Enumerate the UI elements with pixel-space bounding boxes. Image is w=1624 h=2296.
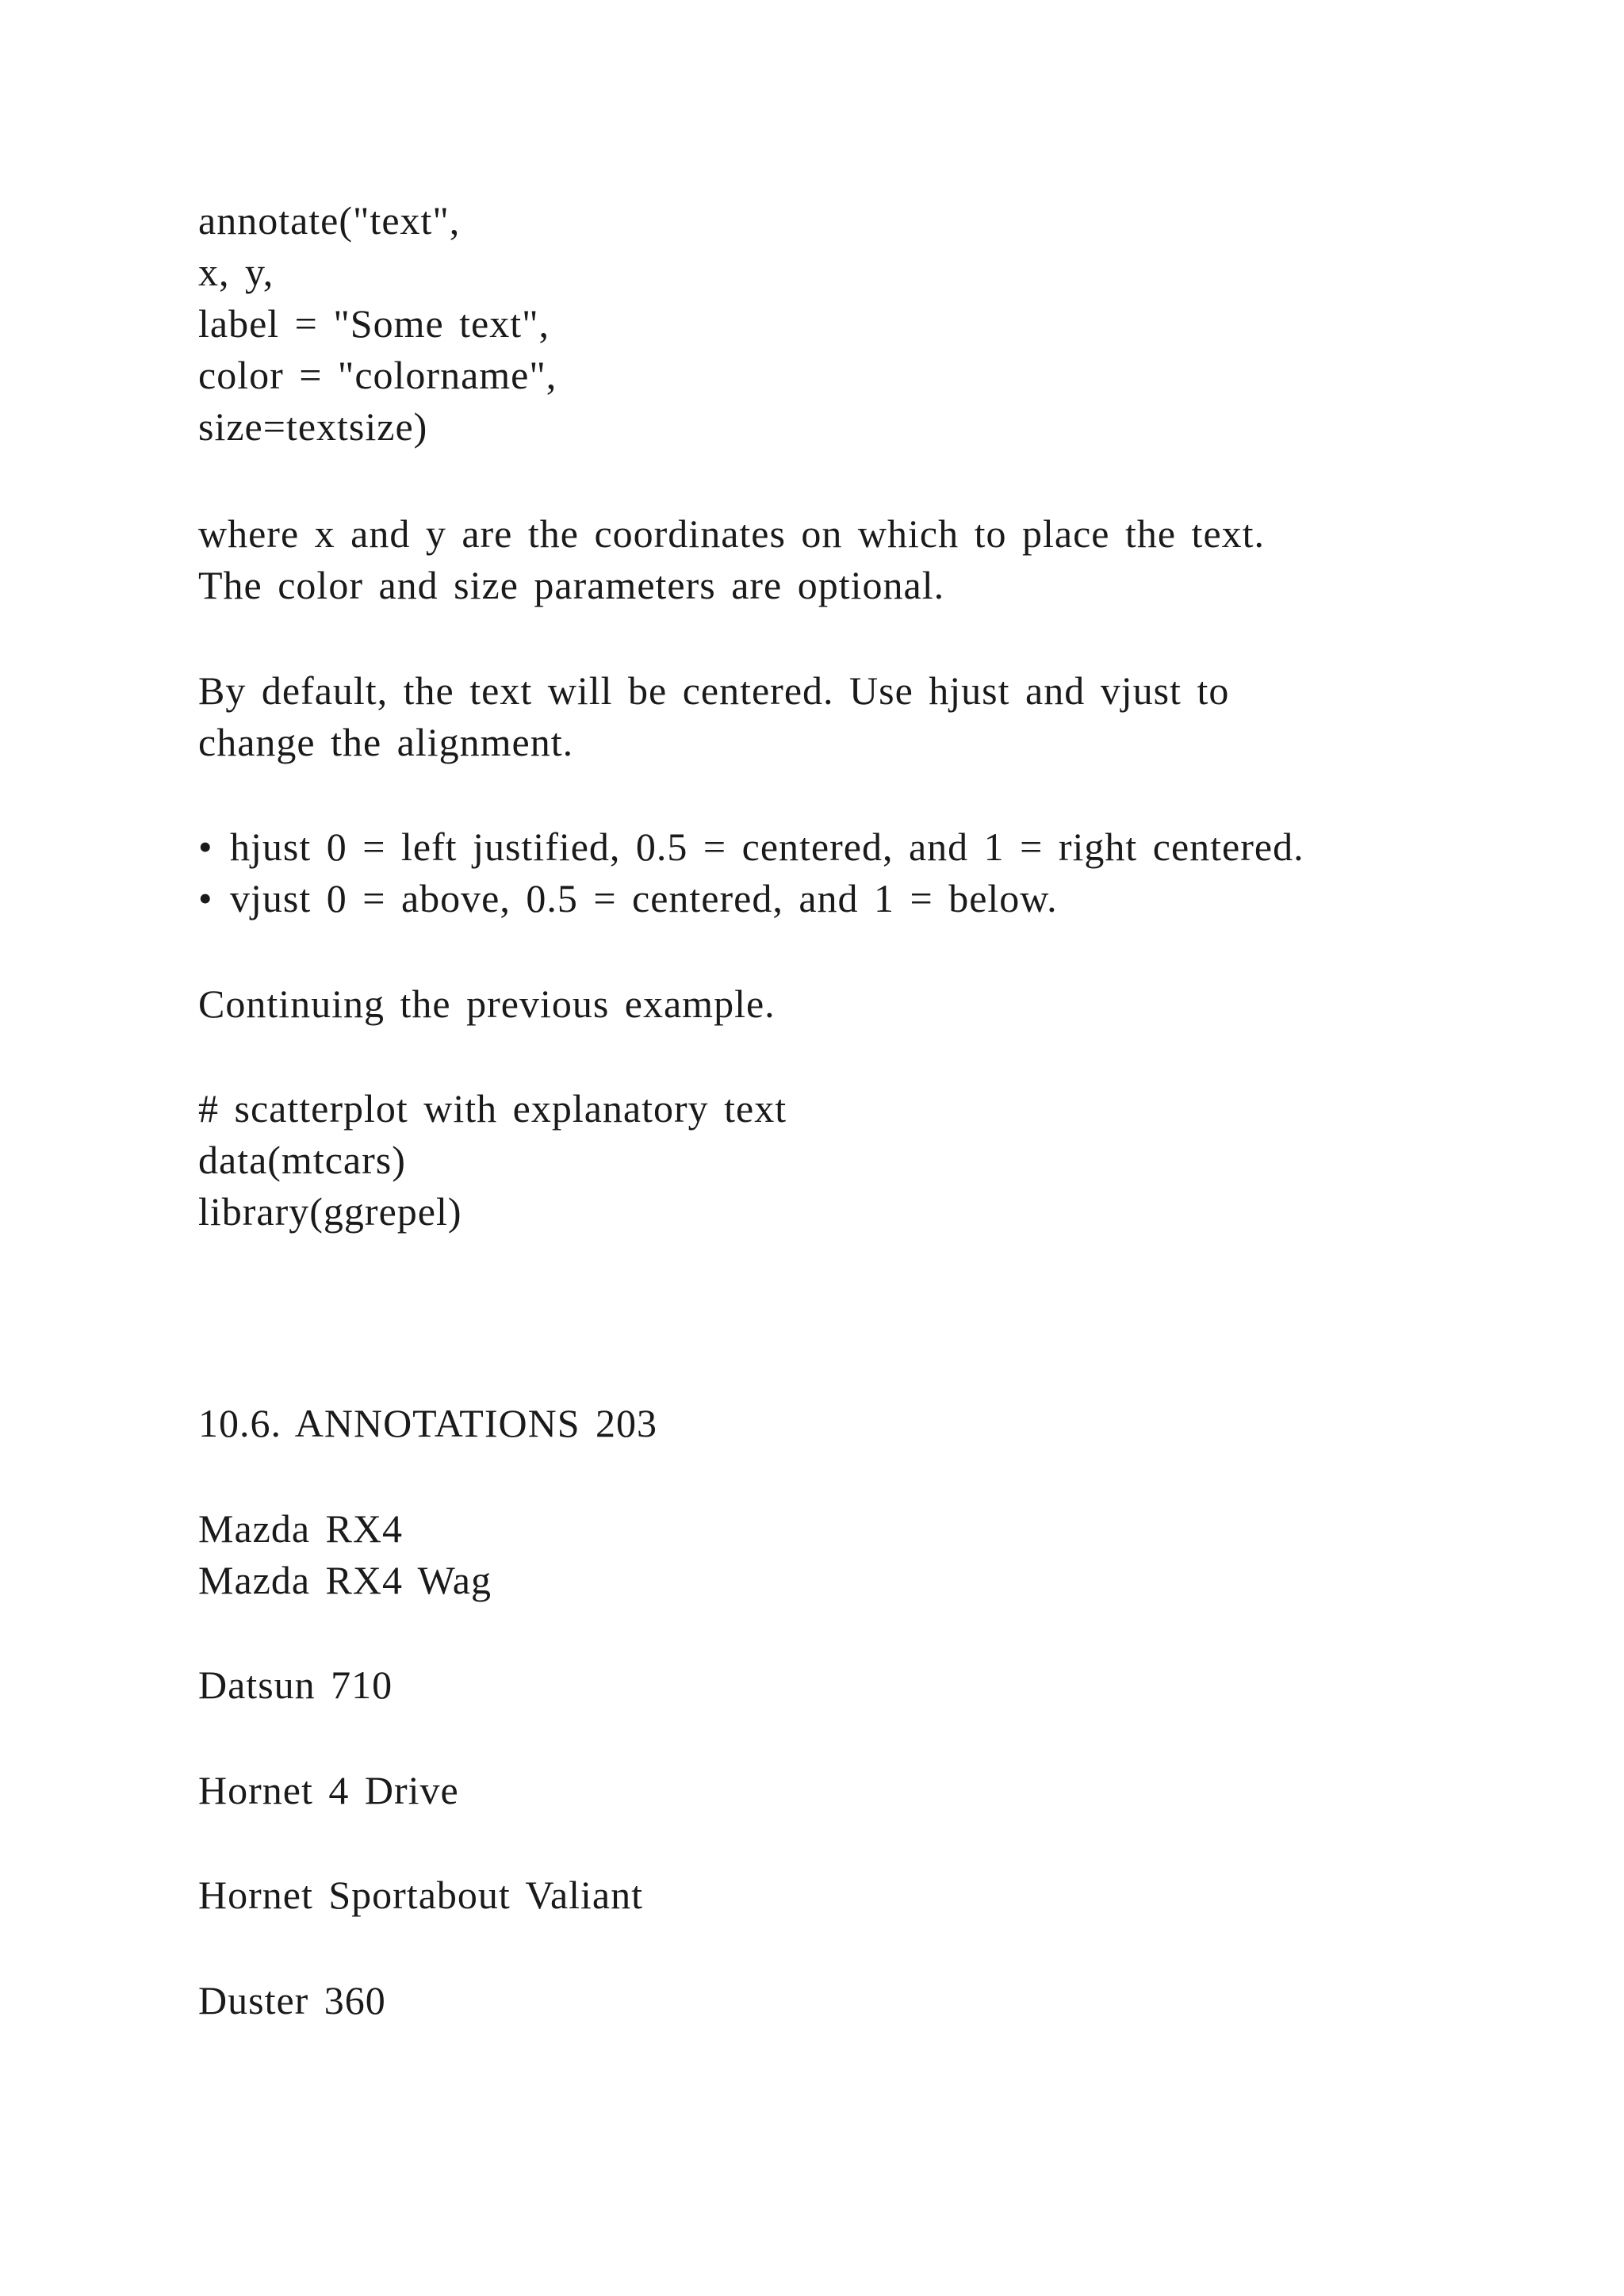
- paragraph-line: change the alignment.: [198, 720, 574, 764]
- code-line: data(mtcars): [198, 1138, 406, 1182]
- bullet-text: hjust 0 = left justified, 0.5 = centered, and 1 = right centered.: [230, 825, 1304, 869]
- code-line: # scatterplot with explanatory text: [198, 1086, 787, 1131]
- paragraph-line: Continuing the previous example.: [198, 982, 776, 1026]
- paragraph-line: The color and size parameters are optional.: [198, 563, 945, 607]
- car-label: Duster 360: [198, 1978, 386, 2022]
- code-line: x, y,: [198, 250, 274, 294]
- car-label: Hornet Sportabout Valiant: [198, 1873, 643, 1917]
- bullet-icon: •: [198, 876, 213, 920]
- code-line: annotate("text",: [198, 198, 461, 243]
- paragraph-line: By default, the text will be centered. Use hjust and vjust to: [198, 668, 1230, 713]
- code-line: library(ggrepel): [198, 1189, 462, 1234]
- bullet-item: [198, 874, 1058, 922]
- car-label: Datsun 710: [198, 1663, 393, 1707]
- paragraph-line: where x and y are the coordinates on which to place the text.: [198, 511, 1266, 556]
- code-line: label = "Some text",: [198, 301, 550, 346]
- bullet-item: [198, 823, 1304, 871]
- bullet-text: vjust 0 = above, 0.5 = centered, and 1 = below.: [230, 876, 1058, 920]
- car-label: Hornet 4 Drive: [198, 1768, 459, 1812]
- car-label: Mazda RX4 Wag: [198, 1558, 492, 1602]
- bullet-icon: •: [198, 825, 213, 869]
- code-line: size=textsize): [198, 404, 428, 449]
- code-line: color = "colorname",: [198, 353, 557, 397]
- page-header: 10.6. ANNOTATIONS 203: [198, 1401, 657, 1445]
- car-label: Mazda RX4: [198, 1506, 403, 1551]
